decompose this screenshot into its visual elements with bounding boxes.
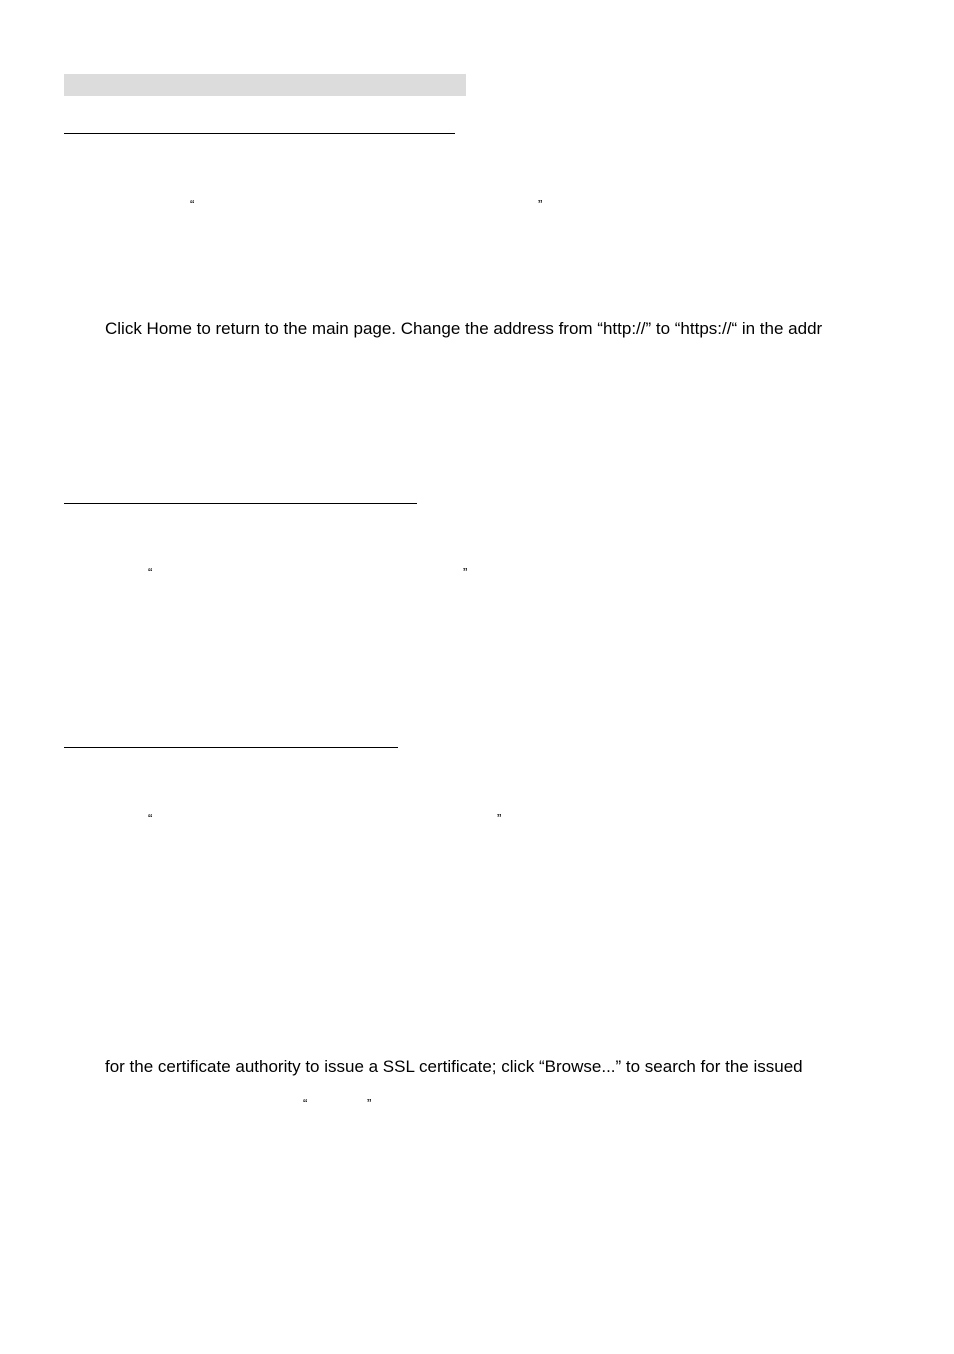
section-3-open-quote: “	[148, 811, 153, 826]
section-2-open-quote: “	[148, 565, 153, 580]
section-1-instruction-text: Click Home to return to the main page. Change the address from “http://” to “https://“ in the addr	[105, 319, 823, 338]
section-2-heading-rule	[64, 503, 417, 504]
section-1-close-quote: ”	[538, 197, 543, 212]
section-3-instruction-text: for the certificate authority to issue a SSL certificate; click “Browse...” to search for the issued	[105, 1057, 803, 1076]
section-3-open-quote-2: “	[303, 1096, 308, 1111]
section-3-close-quote: ”	[497, 811, 502, 826]
section-3-heading-rule	[64, 747, 398, 748]
section-1-heading-rule	[64, 133, 455, 134]
section-3-close-quote-2: ”	[367, 1096, 372, 1111]
header-gray-bar	[64, 74, 466, 96]
section-2-close-quote: ”	[463, 565, 468, 580]
section-1-open-quote: “	[190, 197, 195, 212]
